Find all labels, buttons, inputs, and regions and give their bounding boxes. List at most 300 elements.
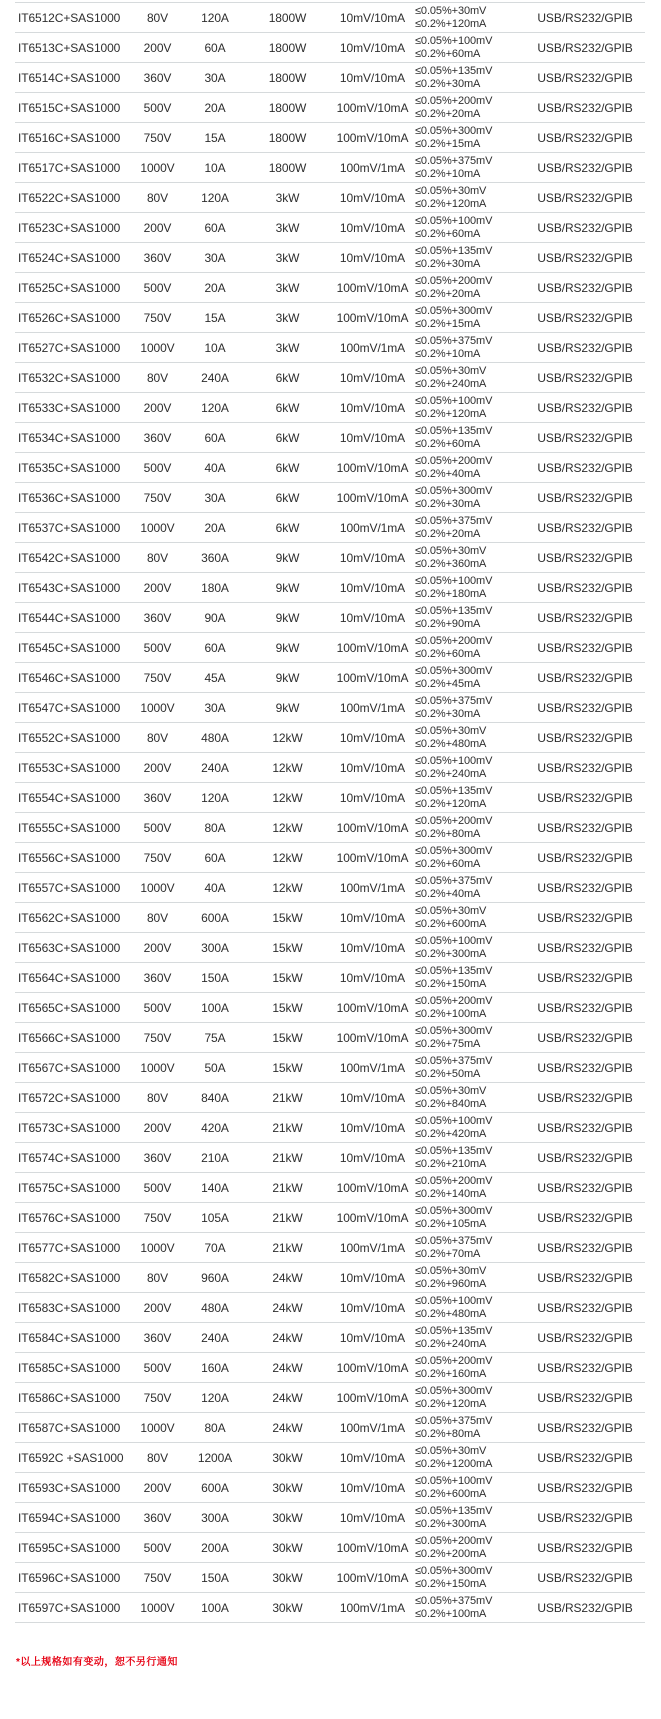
table-row (15, 1353, 645, 1383)
cell-interface: USB/RS232/GPIB (537, 1210, 633, 1225)
cell-accuracy (415, 935, 525, 961)
cell-resolution: 10mV/10mA (339, 1120, 406, 1135)
cell-current: 60A (204, 40, 226, 55)
cell-current: 360A (201, 550, 229, 565)
accuracy-voltage-line: ≤0.05%+30mV (415, 724, 487, 737)
accuracy-current-line: ≤0.2%+210mA (415, 1157, 487, 1170)
cell-voltage: 1000V (140, 340, 175, 355)
cell-model: IT6535C+SAS1000 (18, 460, 121, 475)
cell-power: 24kW (272, 1360, 303, 1375)
accuracy-voltage-line: ≤0.05%+30mV (415, 544, 487, 557)
cell-current: 40A (204, 880, 226, 895)
cell-model: IT6555C+SAS1000 (18, 820, 121, 835)
cell-interface: USB/RS232/GPIB (537, 1030, 633, 1045)
cell-current: 30A (204, 70, 226, 85)
cell-accuracy (415, 1295, 525, 1321)
cell-accuracy (415, 1025, 525, 1051)
cell-model: IT6587C+SAS1000 (18, 1420, 121, 1435)
cell-current: 480A (201, 1300, 229, 1315)
cell-power: 30kW (272, 1480, 303, 1495)
cell-accuracy (415, 335, 525, 361)
accuracy-voltage-line: ≤0.05%+135mV (415, 244, 493, 257)
table-row (15, 273, 645, 303)
cell-current: 30A (204, 250, 226, 265)
cell-voltage: 200V (143, 40, 172, 55)
cell-voltage: 200V (143, 1480, 172, 1495)
accuracy-current-line: ≤0.2%+840mA (415, 1097, 487, 1110)
cell-current: 20A (204, 520, 226, 535)
cell-interface: USB/RS232/GPIB (537, 1360, 633, 1375)
cell-voltage: 80V (146, 730, 169, 745)
cell-resolution: 100mV/10mA (336, 460, 409, 475)
cell-model: IT6583C+SAS1000 (18, 1300, 121, 1315)
cell-model: IT6522C+SAS1000 (18, 190, 121, 205)
cell-current: 150A (201, 1570, 229, 1585)
cell-current: 600A (201, 1480, 229, 1495)
cell-interface: USB/RS232/GPIB (537, 40, 633, 55)
cell-interface: USB/RS232/GPIB (537, 250, 633, 265)
accuracy-voltage-line: ≤0.05%+100mV (415, 1114, 493, 1127)
cell-voltage: 750V (143, 1390, 172, 1405)
cell-current: 15A (204, 310, 226, 325)
cell-interface: USB/RS232/GPIB (537, 1570, 633, 1585)
cell-resolution: 100mV/10mA (336, 820, 409, 835)
cell-resolution: 10mV/10mA (339, 580, 406, 595)
cell-power: 6kW (275, 460, 300, 475)
cell-power: 12kW (272, 820, 303, 835)
accuracy-current-line: ≤0.2%+105mA (415, 1217, 487, 1230)
cell-interface: USB/RS232/GPIB (537, 1300, 633, 1315)
cell-current: 100A (201, 1600, 229, 1615)
cell-accuracy (415, 1175, 525, 1201)
accuracy-voltage-line: ≤0.05%+200mV (415, 634, 493, 647)
cell-power: 1800W (268, 10, 307, 25)
cell-resolution: 100mV/10mA (336, 490, 409, 505)
cell-current: 600A (201, 910, 229, 925)
cell-resolution: 100mV/1mA (339, 520, 406, 535)
cell-interface: USB/RS232/GPIB (537, 820, 633, 835)
cell-interface: USB/RS232/GPIB (537, 130, 633, 145)
accuracy-current-line: ≤0.2%+45mA (415, 677, 481, 690)
accuracy-current-line: ≤0.2%+150mA (415, 977, 487, 990)
cell-model: IT6597C+SAS1000 (18, 1600, 121, 1615)
cell-resolution: 100mV/10mA (336, 850, 409, 865)
table-row (15, 1563, 645, 1593)
cell-voltage: 200V (143, 220, 172, 235)
cell-current: 60A (204, 430, 226, 445)
table-row (15, 483, 645, 513)
accuracy-current-line: ≤0.2%+120mA (415, 407, 487, 420)
cell-power: 30kW (272, 1510, 303, 1525)
accuracy-voltage-line: ≤0.05%+100mV (415, 1474, 493, 1487)
cell-voltage: 80V (146, 10, 169, 25)
cell-accuracy (415, 365, 525, 391)
accuracy-voltage-line: ≤0.05%+375mV (415, 874, 493, 887)
cell-model: IT6534C+SAS1000 (18, 430, 121, 445)
cell-current: 20A (204, 100, 226, 115)
cell-resolution: 10mV/10mA (339, 70, 406, 85)
accuracy-voltage-line: ≤0.05%+30mV (415, 904, 487, 917)
cell-current: 30A (204, 490, 226, 505)
cell-resolution: 100mV/1mA (339, 1240, 406, 1255)
table-row (15, 513, 645, 543)
cell-resolution: 100mV/1mA (339, 1420, 406, 1435)
cell-resolution: 10mV/10mA (339, 1270, 406, 1285)
accuracy-voltage-line: ≤0.05%+100mV (415, 934, 493, 947)
cell-current: 120A (201, 190, 229, 205)
cell-accuracy (415, 1565, 525, 1591)
accuracy-voltage-line: ≤0.05%+300mV (415, 304, 493, 317)
cell-voltage: 200V (143, 400, 172, 415)
cell-current: 120A (201, 1390, 229, 1405)
accuracy-current-line: ≤0.2%+70mA (415, 1247, 481, 1260)
accuracy-current-line: ≤0.2%+20mA (415, 527, 481, 540)
cell-resolution: 10mV/10mA (339, 970, 406, 985)
cell-model: IT6595C+SAS1000 (18, 1540, 121, 1555)
cell-accuracy (415, 1115, 525, 1141)
cell-model: IT6543C+SAS1000 (18, 580, 121, 595)
accuracy-current-line: ≤0.2%+180mA (415, 587, 487, 600)
accuracy-current-line: ≤0.2%+20mA (415, 107, 481, 120)
cell-voltage: 500V (143, 640, 172, 655)
accuracy-current-line: ≤0.2%+120mA (415, 1397, 487, 1410)
cell-model: IT6553C+SAS1000 (18, 760, 121, 775)
cell-model: IT6546C+SAS1000 (18, 670, 121, 685)
cell-power: 12kW (272, 730, 303, 745)
table-row (15, 213, 645, 243)
cell-accuracy (415, 1235, 525, 1261)
cell-power: 12kW (272, 880, 303, 895)
cell-power: 12kW (272, 790, 303, 805)
cell-model: IT6577C+SAS1000 (18, 1240, 121, 1255)
cell-accuracy (415, 665, 525, 691)
cell-accuracy (415, 485, 525, 511)
cell-accuracy (415, 725, 525, 751)
cell-model: IT6536C+SAS1000 (18, 490, 121, 505)
cell-resolution: 100mV/10mA (336, 1210, 409, 1225)
cell-power: 1800W (268, 130, 307, 145)
cell-voltage: 750V (143, 1210, 172, 1225)
cell-model: IT6525C+SAS1000 (18, 280, 121, 295)
cell-accuracy (415, 1385, 525, 1411)
cell-power: 3kW (275, 220, 300, 235)
cell-accuracy (415, 1505, 525, 1531)
cell-accuracy (415, 605, 525, 631)
cell-interface: USB/RS232/GPIB (537, 1090, 633, 1105)
table-row (15, 333, 645, 363)
cell-accuracy (415, 635, 525, 661)
table-row (15, 93, 645, 123)
cell-resolution: 100mV/10mA (336, 1540, 409, 1555)
cell-power: 3kW (275, 190, 300, 205)
accuracy-voltage-line: ≤0.05%+300mV (415, 1024, 493, 1037)
cell-power: 15kW (272, 1000, 303, 1015)
cell-interface: USB/RS232/GPIB (537, 490, 633, 505)
cell-interface: USB/RS232/GPIB (537, 460, 633, 475)
accuracy-voltage-line: ≤0.05%+375mV (415, 1414, 493, 1427)
cell-model: IT6515C+SAS1000 (18, 100, 121, 115)
accuracy-voltage-line: ≤0.05%+30mV (415, 1264, 487, 1277)
accuracy-voltage-line: ≤0.05%+300mV (415, 484, 493, 497)
cell-resolution: 100mV/10mA (336, 1000, 409, 1015)
accuracy-voltage-line: ≤0.05%+200mV (415, 994, 493, 1007)
table-row (15, 633, 645, 663)
cell-model: IT6514C+SAS1000 (18, 70, 121, 85)
table-row (15, 3, 645, 33)
table-row (15, 1503, 645, 1533)
cell-resolution: 100mV/1mA (339, 340, 406, 355)
cell-accuracy (415, 1445, 525, 1471)
accuracy-voltage-line: ≤0.05%+200mV (415, 1174, 493, 1187)
cell-power: 9kW (275, 640, 300, 655)
cell-voltage: 360V (143, 70, 172, 85)
table-row (15, 1323, 645, 1353)
table-row (15, 33, 645, 63)
cell-model: IT6552C+SAS1000 (18, 730, 121, 745)
accuracy-current-line: ≤0.2%+160mA (415, 1367, 487, 1380)
accuracy-current-line: ≤0.2%+150mA (415, 1577, 487, 1590)
cell-current: 60A (204, 850, 226, 865)
cell-resolution: 10mV/10mA (339, 910, 406, 925)
cell-resolution: 100mV/1mA (339, 1600, 406, 1615)
cell-current: 140A (201, 1180, 229, 1195)
cell-interface: USB/RS232/GPIB (537, 370, 633, 385)
cell-accuracy (415, 275, 525, 301)
cell-current: 105A (201, 1210, 229, 1225)
cell-power: 1800W (268, 70, 307, 85)
cell-accuracy (415, 1595, 525, 1621)
accuracy-voltage-line: ≤0.05%+30mV (415, 1084, 487, 1097)
cell-interface: USB/RS232/GPIB (537, 1150, 633, 1165)
cell-interface: USB/RS232/GPIB (537, 580, 633, 595)
cell-current: 60A (204, 640, 226, 655)
cell-power: 24kW (272, 1300, 303, 1315)
cell-current: 240A (201, 1330, 229, 1345)
cell-model: IT6585C+SAS1000 (18, 1360, 121, 1375)
cell-interface: USB/RS232/GPIB (537, 1420, 633, 1435)
table-row (15, 393, 645, 423)
cell-accuracy (415, 185, 525, 211)
cell-model: IT6582C+SAS1000 (18, 1270, 121, 1285)
cell-model: IT6526C+SAS1000 (18, 310, 121, 325)
cell-interface: USB/RS232/GPIB (537, 760, 633, 775)
cell-resolution: 100mV/10mA (336, 1360, 409, 1375)
cell-resolution: 100mV/10mA (336, 1030, 409, 1045)
cell-voltage: 1000V (140, 520, 175, 535)
table-row (15, 843, 645, 873)
cell-power: 3kW (275, 280, 300, 295)
cell-power: 15kW (272, 910, 303, 925)
cell-resolution: 10mV/10mA (339, 1330, 406, 1345)
cell-power: 1800W (268, 160, 307, 175)
table-row (15, 1533, 645, 1563)
cell-accuracy (415, 305, 525, 331)
cell-voltage: 200V (143, 940, 172, 955)
cell-power: 15kW (272, 1030, 303, 1045)
accuracy-voltage-line: ≤0.05%+30mV (415, 1444, 487, 1457)
cell-accuracy (415, 35, 525, 61)
cell-voltage: 360V (143, 1150, 172, 1165)
cell-resolution: 10mV/10mA (339, 940, 406, 955)
cell-voltage: 750V (143, 310, 172, 325)
table-row (15, 873, 645, 903)
table-row (15, 693, 645, 723)
cell-voltage: 1000V (140, 880, 175, 895)
cell-current: 70A (204, 1240, 226, 1255)
cell-power: 15kW (272, 1060, 303, 1075)
cell-voltage: 80V (146, 190, 169, 205)
cell-interface: USB/RS232/GPIB (537, 220, 633, 235)
cell-resolution: 100mV/10mA (336, 1570, 409, 1585)
cell-interface: USB/RS232/GPIB (537, 640, 633, 655)
cell-power: 1800W (268, 100, 307, 115)
table-row (15, 123, 645, 153)
cell-accuracy (415, 1355, 525, 1381)
cell-model: IT6565C+SAS1000 (18, 1000, 121, 1015)
cell-accuracy (415, 815, 525, 841)
cell-interface: USB/RS232/GPIB (537, 550, 633, 565)
cell-current: 100A (201, 1000, 229, 1015)
accuracy-voltage-line: ≤0.05%+300mV (415, 1384, 493, 1397)
cell-model: IT6537C+SAS1000 (18, 520, 121, 535)
table-row (15, 543, 645, 573)
cell-model: IT6542C+SAS1000 (18, 550, 121, 565)
cell-interface: USB/RS232/GPIB (537, 400, 633, 415)
cell-resolution: 100mV/1mA (339, 880, 406, 895)
cell-power: 6kW (275, 520, 300, 535)
cell-voltage: 360V (143, 430, 172, 445)
accuracy-voltage-line: ≤0.05%+300mV (415, 844, 493, 857)
table-row (15, 603, 645, 633)
cell-interface: USB/RS232/GPIB (537, 280, 633, 295)
cell-resolution: 100mV/10mA (336, 280, 409, 295)
cell-voltage: 500V (143, 1000, 172, 1015)
cell-power: 21kW (272, 1180, 303, 1195)
cell-power: 6kW (275, 430, 300, 445)
cell-voltage: 1000V (140, 160, 175, 175)
accuracy-current-line: ≤0.2%+80mA (415, 1427, 481, 1440)
table-row (15, 303, 645, 333)
accuracy-current-line: ≤0.2%+140mA (415, 1187, 487, 1200)
cell-accuracy (415, 215, 525, 241)
cell-current: 30A (204, 700, 226, 715)
cell-interface: USB/RS232/GPIB (537, 1060, 633, 1075)
cell-resolution: 10mV/10mA (339, 430, 406, 445)
cell-current: 80A (204, 820, 226, 835)
accuracy-current-line: ≤0.2%+30mA (415, 257, 481, 270)
cell-voltage: 1000V (140, 1060, 175, 1075)
cell-interface: USB/RS232/GPIB (537, 1600, 633, 1615)
cell-current: 20A (204, 280, 226, 295)
cell-power: 21kW (272, 1150, 303, 1165)
cell-current: 80A (204, 1420, 226, 1435)
cell-current: 180A (201, 580, 229, 595)
cell-power: 30kW (272, 1450, 303, 1465)
cell-accuracy (415, 245, 525, 271)
cell-power: 6kW (275, 370, 300, 385)
cell-interface: USB/RS232/GPIB (537, 1000, 633, 1015)
accuracy-current-line: ≤0.2%+60mA (415, 857, 481, 870)
cell-current: 480A (201, 730, 229, 745)
cell-voltage: 750V (143, 850, 172, 865)
cell-current: 50A (204, 1060, 226, 1075)
table-row (15, 1443, 645, 1473)
cell-interface: USB/RS232/GPIB (537, 790, 633, 805)
table-row (15, 63, 645, 93)
cell-accuracy (415, 1145, 525, 1171)
accuracy-voltage-line: ≤0.05%+200mV (415, 814, 493, 827)
cell-current: 120A (201, 790, 229, 805)
cell-accuracy (415, 65, 525, 91)
cell-interface: USB/RS232/GPIB (537, 1510, 633, 1525)
table-row (15, 573, 645, 603)
cell-voltage: 80V (146, 1270, 169, 1285)
cell-model: IT6573C+SAS1000 (18, 1120, 121, 1135)
cell-accuracy (415, 905, 525, 931)
accuracy-voltage-line: ≤0.05%+30mV (415, 4, 487, 17)
table-row (15, 813, 645, 843)
cell-resolution: 10mV/10mA (339, 1090, 406, 1105)
cell-voltage: 80V (146, 1450, 169, 1465)
table-row (15, 1173, 645, 1203)
accuracy-voltage-line: ≤0.05%+200mV (415, 274, 493, 287)
table-row (15, 903, 645, 933)
cell-power: 3kW (275, 250, 300, 265)
cell-interface: USB/RS232/GPIB (537, 730, 633, 745)
cell-power: 9kW (275, 610, 300, 625)
cell-voltage: 360V (143, 790, 172, 805)
cell-voltage: 750V (143, 670, 172, 685)
cell-voltage: 750V (143, 490, 172, 505)
cell-interface: USB/RS232/GPIB (537, 1270, 633, 1285)
cell-model: IT6586C+SAS1000 (18, 1390, 121, 1405)
footnote-text: *以上规格如有变动，恕不另行通知 (16, 1657, 178, 1668)
cell-resolution: 100mV/10mA (336, 130, 409, 145)
accuracy-current-line: ≤0.2%+960mA (415, 1277, 487, 1290)
cell-accuracy (415, 965, 525, 991)
cell-accuracy (415, 1265, 525, 1291)
cell-current: 160A (201, 1360, 229, 1375)
cell-model: IT6563C+SAS1000 (18, 940, 121, 955)
cell-power: 1800W (268, 40, 307, 55)
cell-current: 420A (201, 1120, 229, 1135)
cell-accuracy (415, 515, 525, 541)
cell-model: IT6527C+SAS1000 (18, 340, 121, 355)
table-row (15, 753, 645, 783)
cell-voltage: 1000V (140, 1240, 175, 1255)
cell-model: IT6516C+SAS1000 (18, 130, 121, 145)
cell-model: IT6523C+SAS1000 (18, 220, 121, 235)
accuracy-voltage-line: ≤0.05%+135mV (415, 1324, 493, 1337)
accuracy-current-line: ≤0.2%+90mA (415, 617, 481, 630)
accuracy-current-line: ≤0.2%+360mA (415, 557, 487, 570)
accuracy-voltage-line: ≤0.05%+135mV (415, 1144, 493, 1157)
cell-current: 15A (204, 130, 226, 145)
accuracy-current-line: ≤0.2%+120mA (415, 17, 487, 30)
cell-current: 45A (204, 670, 226, 685)
cell-interface: USB/RS232/GPIB (537, 1330, 633, 1345)
cell-accuracy (415, 875, 525, 901)
accuracy-current-line: ≤0.2%+420mA (415, 1127, 487, 1140)
cell-interface: USB/RS232/GPIB (537, 700, 633, 715)
accuracy-voltage-line: ≤0.05%+30mV (415, 364, 487, 377)
accuracy-voltage-line: ≤0.05%+100mV (415, 754, 493, 767)
cell-current: 960A (201, 1270, 229, 1285)
cell-interface: USB/RS232/GPIB (537, 1450, 633, 1465)
cell-accuracy (415, 995, 525, 1021)
cell-resolution: 10mV/10mA (339, 1450, 406, 1465)
accuracy-current-line: ≤0.2%+480mA (415, 737, 487, 750)
